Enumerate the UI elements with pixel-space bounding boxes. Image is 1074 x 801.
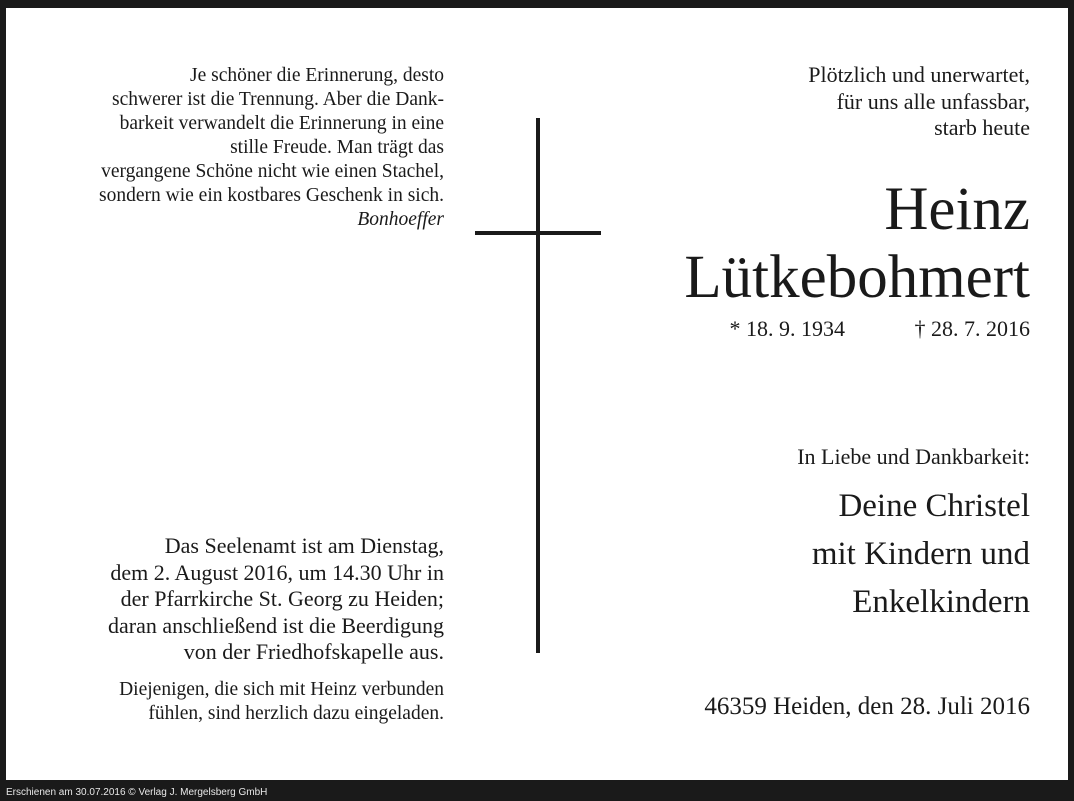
service-line: der Pfarrkirche St. Georg zu Heiden; — [120, 586, 444, 611]
first-name: Heinz — [884, 176, 1030, 243]
bonhoeffer-quote — [99, 64, 444, 232]
service-line: daran anschließend ist die Beerdigung — [107, 612, 444, 638]
quote-line: vergangene Schöne nicht wie einen Stachel, — [101, 161, 444, 182]
cross-icon-bar — [475, 231, 601, 235]
invite-line: fühlen, sind herzlich dazu eingeladen. — [148, 703, 444, 724]
quote-line: barkeit verwandelt die Erinnerung in eine — [119, 113, 444, 134]
obituary-notice — [6, 8, 1068, 780]
mourner-line: mit Kindern und — [811, 536, 1030, 572]
cross-icon — [536, 118, 540, 653]
quote-line: schwerer ist die Trennung. Aber die Dank- — [112, 89, 444, 110]
last-name: Lütkebohmert — [684, 244, 1030, 311]
publication-footer: Erschienen am 30.07.2016 © Verlag J. Mergelsberg GmbH — [6, 787, 268, 798]
death-date: † 28. 7. 2016 — [914, 316, 1030, 341]
mourners — [812, 482, 1030, 626]
mourner-line: Enkelkindern — [852, 584, 1030, 620]
service-line: dem 2. August 2016, um 14.30 Uhr in — [110, 559, 444, 585]
intro-line: starb heute — [934, 115, 1030, 140]
quote-line: Je schöner die Erinnerung, desto — [190, 65, 444, 86]
service-line: von der Friedhofskapelle aus. — [183, 639, 444, 664]
life-dates — [730, 316, 1031, 342]
invitation-text — [119, 678, 444, 726]
invite-line: Diejenigen, die sich mit Heinz verbunden — [119, 679, 444, 700]
death-announcement-intro — [808, 62, 1030, 142]
deceased-name — [684, 176, 1030, 312]
quote-line: sondern wie ein kostbares Geschenk in sich. — [99, 185, 444, 206]
service-line: Das Seelenamt ist am Dienstag, — [164, 533, 444, 558]
quote-author: Bonhoeffer — [357, 209, 444, 230]
birth-date: * 18. 9. 1934 — [729, 316, 845, 341]
gratitude-line: In Liebe und Dankbarkeit: — [797, 444, 1030, 469]
intro-line: Plötzlich und unerwartet, — [808, 62, 1030, 87]
quote-line: stille Freude. Man trägt das — [230, 137, 444, 158]
place-and-date: 46359 Heiden, den 28. Juli 2016 — [704, 693, 1030, 720]
mourner-line: Deine Christel — [838, 488, 1030, 524]
intro-line: für uns alle unfassbar, — [836, 88, 1030, 114]
funeral-service-info — [108, 533, 444, 666]
